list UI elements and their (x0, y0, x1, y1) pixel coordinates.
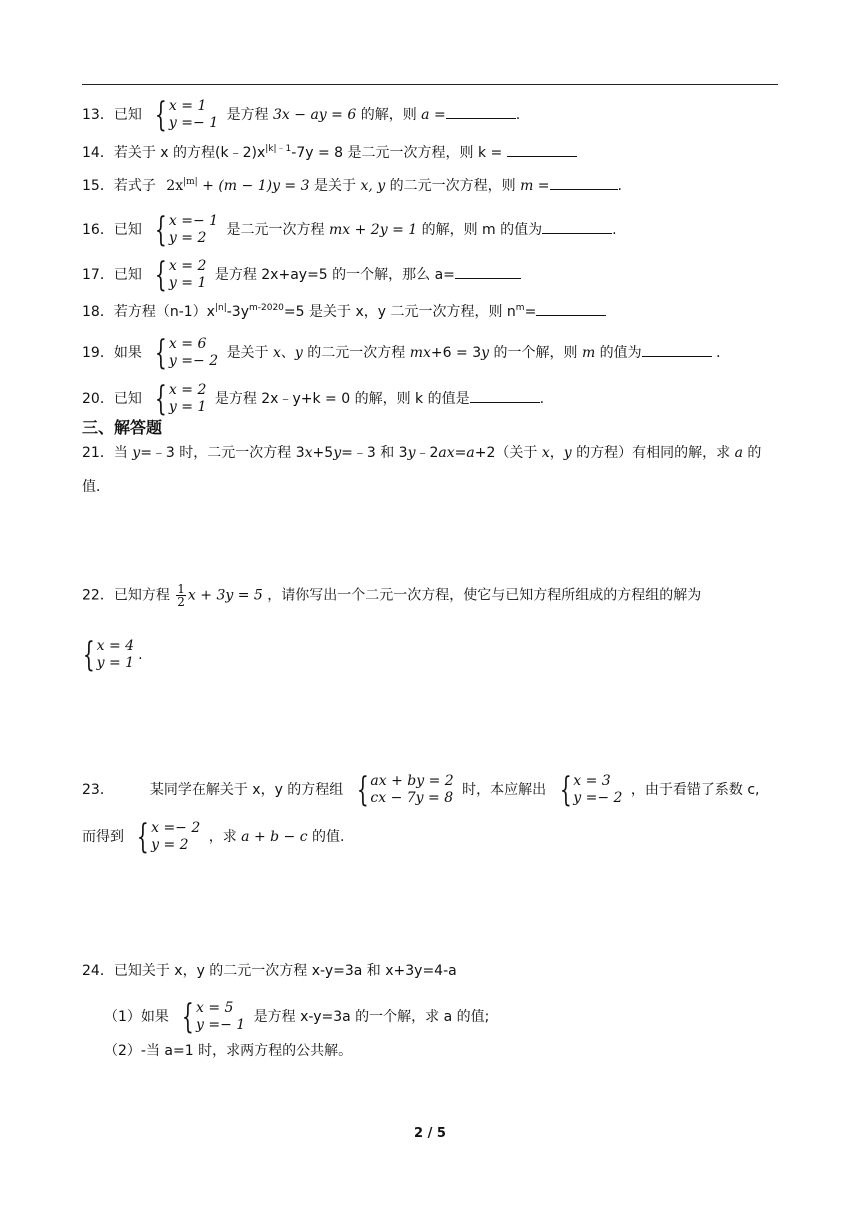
question-text: 若方程（n-1）x (113, 304, 215, 320)
question-number: 13． (82, 107, 114, 123)
equation: mx + 2y = 1 (329, 222, 418, 238)
question-text: 若关于 x 的方程(k﹣2)x (113, 145, 266, 161)
question-number: 23． (82, 782, 114, 798)
equation-system: { x = 6 y =− 2 (155, 333, 219, 373)
question-21: 21．当 y=﹣3 时，二元一次方程 3x+5y=﹣3 和 3y﹣2ax=a+2（关于 x，y 的方程）有相同的解，求 a 的 (82, 445, 762, 461)
variable: a (421, 107, 430, 123)
question-text: 如果 (113, 345, 142, 361)
equation-system: { x = 5 y =− 1 (182, 997, 246, 1037)
question-text: 若式子 (113, 178, 156, 194)
question-text: 已知关于 x，y 的二元一次方程 x-y=3a 和 x+3y=4-a (113, 963, 457, 979)
answer-blank[interactable] (507, 142, 577, 157)
answer-blank[interactable] (642, 342, 712, 357)
question-number: 15． (82, 178, 114, 194)
equation: + (m − 1)y = 3 (202, 178, 310, 194)
answer-blank[interactable] (455, 264, 521, 279)
question-text: 是关于 (313, 178, 356, 194)
question-20: 20．已知 { x = 2 y = 1 是方程 2x﹣y+k = 0 的解，则 k 的值是 . (82, 379, 545, 419)
answer-blank[interactable] (536, 301, 606, 316)
question-text: -7y = 8 是二元一次方程，则 k = (291, 145, 503, 161)
question-text: ，由于看错了系数 c, (630, 782, 760, 798)
question-text: 是方程 (226, 107, 269, 123)
question-text: 的二元一次方程，则 (389, 178, 516, 194)
expression: a + b − c (241, 829, 308, 845)
question-text: 是方程 2x﹣y+k = 0 的解，则 k 的值是 (214, 391, 470, 407)
question-17 (82, 255, 521, 295)
question-text: 已知 (113, 267, 142, 283)
question-text: 是二元一次方程 (226, 222, 325, 238)
question-number: 14． (82, 145, 114, 161)
equation-system: { x = 4 y = 1 (82, 635, 135, 675)
equation-system: { x = 2 y = 1 (155, 379, 207, 419)
system-row: y =− 1 (168, 115, 219, 131)
exponent: m (515, 303, 525, 313)
question-text: = (433, 107, 446, 123)
question-number: 16． (82, 222, 114, 238)
equation-system: { x =− 2 y = 2 (137, 817, 201, 857)
answer-blank[interactable] (550, 175, 618, 190)
equation-system: { ax + by = 2 cx − 7y = 8 (356, 770, 454, 810)
question-text: 是方程 2x+ay=5 的一个解，那么 a= (214, 267, 455, 283)
question-text: 已知 (113, 391, 142, 407)
question-13: 13．已知 { x = 1 y =− 1 是方程 3x − ay = 6 的解，则 a = . (82, 95, 521, 135)
exponent: |m| (183, 177, 198, 187)
equation-system: { x =− 1 y = 2 (155, 210, 219, 250)
equation-system: { x = 2 y = 1 (155, 255, 207, 295)
question-text: 时，本应解出 (462, 782, 547, 798)
question-15: 15．若式子 $2x^{|m|} + (m - 1)y = 3$ 是关于 x, y 的二元一次方程，则 m = . (82, 177, 622, 194)
question-number: 24． (82, 963, 114, 979)
answer-blank[interactable] (446, 104, 516, 119)
question-24 (82, 961, 457, 981)
question-14 (82, 139, 577, 163)
question-text: 已知方程 (113, 587, 170, 604)
section-heading: 三、解答题 (82, 418, 163, 437)
variables: x, y (360, 178, 386, 194)
page-number: 2 / 5 (414, 1126, 446, 1141)
answer-blank[interactable] (542, 219, 612, 234)
question-text: ，请你写出一个二元一次方程，使它与已知方程所组成的方程组的解为 (267, 587, 702, 604)
equation: 3x − ay = 6 (273, 107, 357, 123)
question-number: 19． (82, 345, 114, 361)
question-19: 19．如果 { x = 6 y =− 2 是关于 x、y 的二元一次方程 mx+6 = 3y 的一个解，则 m 的值为 ． (82, 333, 731, 373)
question-16: 16．已知 { x =− 1 y = 2 是二元一次方程 mx + 2y = 1 的解，则 m 的值为 . (82, 210, 617, 250)
question-number: 18． (82, 304, 114, 320)
system-row: x = 1 (168, 98, 207, 114)
question-number: 20． (82, 391, 114, 407)
question-22-solution: { x = 4 y = 1 . (78, 638, 143, 672)
question-text: 已知 (113, 107, 142, 123)
equation-system: { x = 3 y =− 2 (559, 770, 623, 810)
question-text: 已知 (113, 222, 142, 238)
question-23-line-2: 而得到 { x =− 2 y = 2 ，求 a + b − c 的值. (82, 817, 345, 857)
question-number: 17． (82, 267, 114, 283)
answer-blank[interactable] (470, 388, 540, 403)
exponent: |k|﹣1 (265, 144, 292, 154)
question-21-line-2: 值． (82, 479, 110, 495)
exponent: m-2020 (248, 303, 284, 313)
question-number: 22． (82, 587, 114, 604)
question-18: 18．若方程$(n-1)x^{|n|}-3y^{m-2020}=5$ 是关于 x，y 二元一次方程，则 $n^m=$ (82, 298, 606, 322)
equation-system: { x = 1 y =− 1 (155, 95, 219, 135)
equation: 2x (166, 178, 184, 194)
question-22 (82, 583, 701, 608)
exponent: |n| (214, 303, 227, 313)
question-text: 的解，则 (360, 107, 417, 123)
question-text: 某同学在解关于 x，y 的方程组 (149, 782, 344, 798)
fraction: $\frac{1}{2}$ (177, 582, 185, 609)
question-23 (82, 770, 760, 810)
equation: x + 3y = 5 (187, 587, 263, 604)
variable: m = (520, 178, 550, 194)
question-24-part-1: （1）如果 { x = 5 y =− 1 是方程 x-y=3a 的一个解，求 a 的值; (104, 997, 490, 1037)
question-text: 的解，则 m 的值为 (421, 222, 543, 238)
header-rule (82, 84, 778, 85)
question-24-part-2: （2）-当 a=1 时，求两方程的公共解。 (104, 1043, 353, 1059)
